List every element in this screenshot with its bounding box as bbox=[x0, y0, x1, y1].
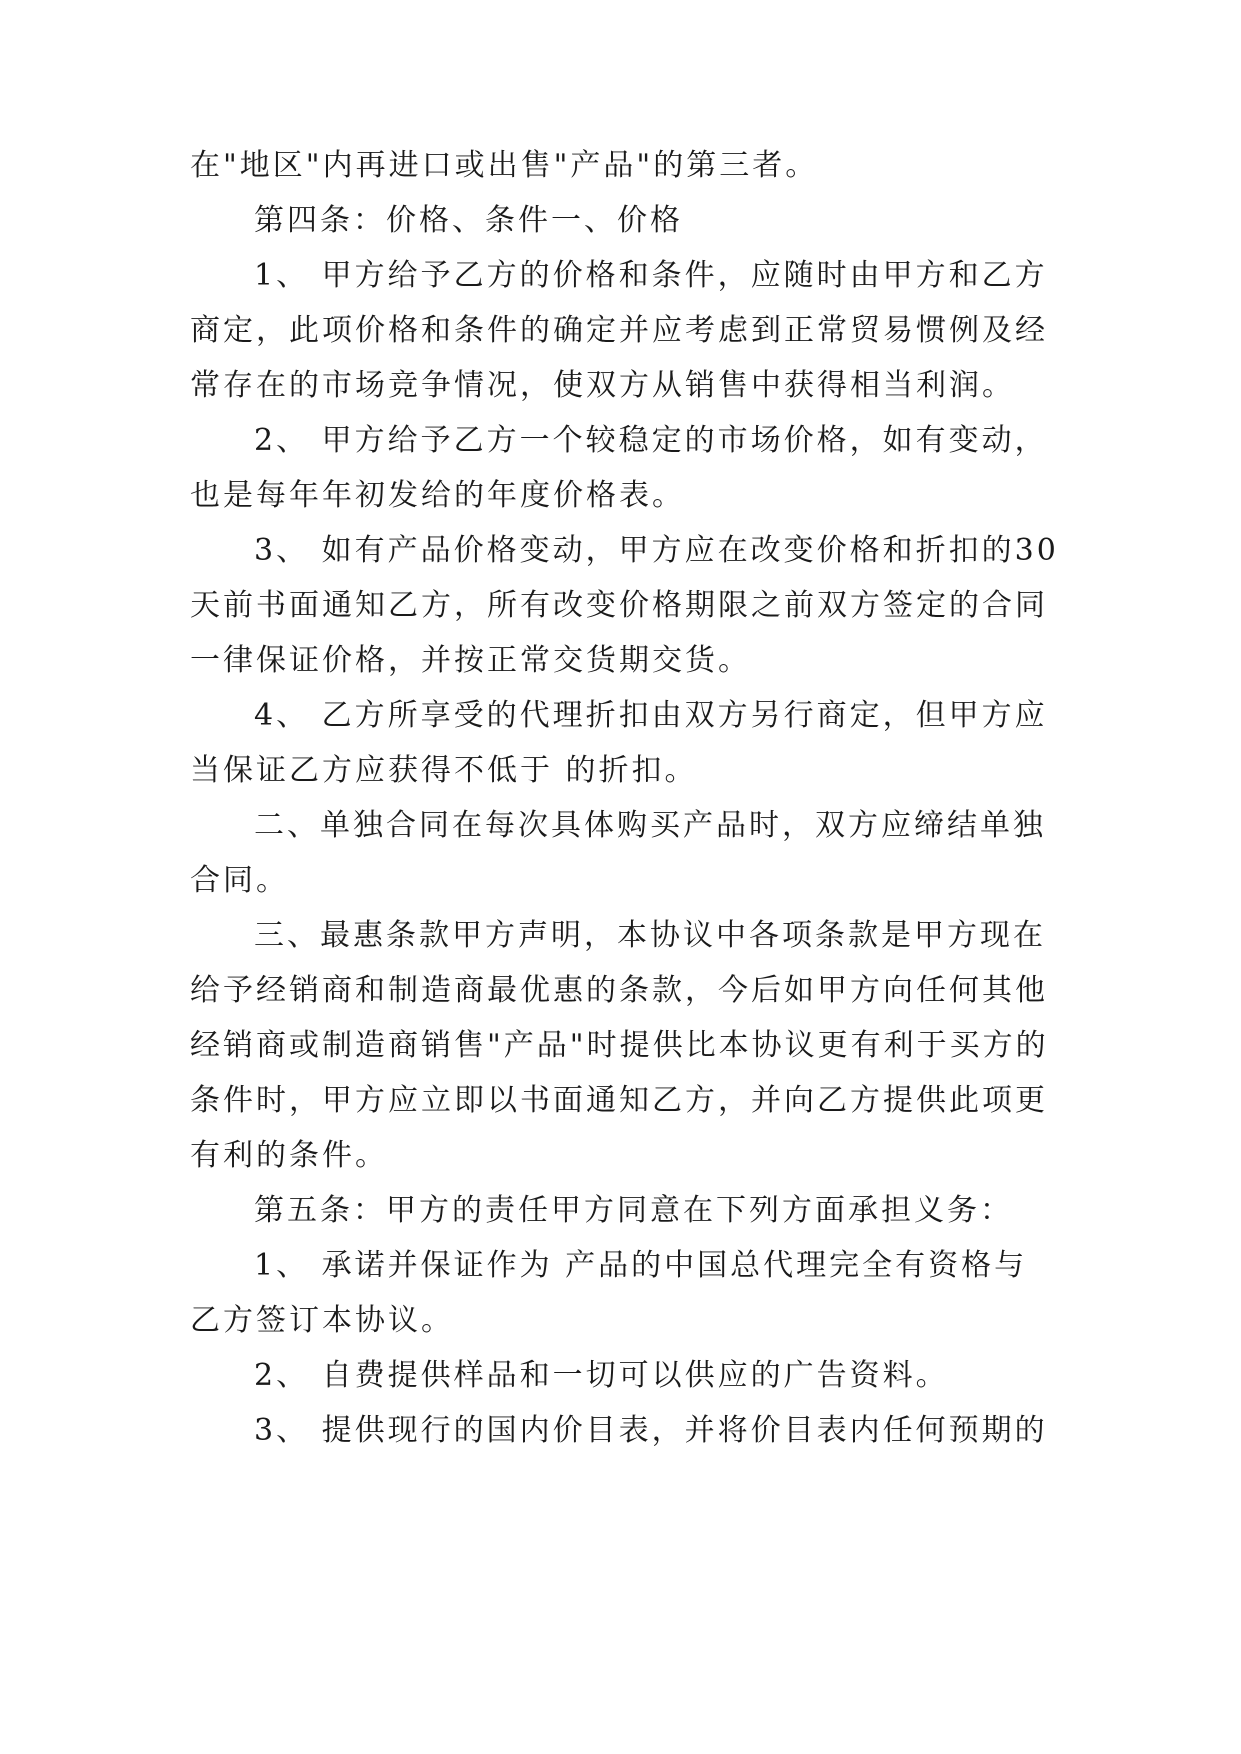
text-line: 经销商或制造商销售"产品"时提供比本协议更有利于买方的 bbox=[190, 1028, 1049, 1063]
text-line: 4、 乙方所享受的代理折扣由双方另行商定，但甲方应 bbox=[254, 698, 1048, 733]
text-line: 在"地区"内再进口或出售"产品"的第三者。 bbox=[190, 148, 819, 183]
text-line: 1、 承诺并保证作为 产品的中国总代理完全有资格与 bbox=[254, 1248, 1028, 1283]
text-line: 三、最惠条款甲方声明，本协议中各项条款是甲方现在 bbox=[254, 918, 1046, 953]
text-line: 常存在的市场竞争情况，使双方从销售中获得相当利润。 bbox=[190, 368, 1015, 403]
text-line: 一律保证价格，并按正常交货期交货。 bbox=[190, 643, 751, 678]
text-line: 合同。 bbox=[190, 863, 289, 898]
article-heading: 第五条：甲方的责任甲方同意在下列方面承担义务： bbox=[254, 1193, 1013, 1228]
article-heading: 第四条：价格、条件一、价格 bbox=[254, 203, 683, 238]
text-line: 有利的条件。 bbox=[190, 1138, 388, 1173]
text-line: 条件时，甲方应立即以书面通知乙方，并向乙方提供此项更 bbox=[190, 1083, 1048, 1118]
text-line: 给予经销商和制造商最优惠的条款，今后如甲方向任何其他 bbox=[190, 973, 1048, 1008]
text-line: 天前书面通知乙方，所有改变价格期限之前双方签定的合同 bbox=[190, 588, 1048, 623]
text-line: 1、 甲方给予乙方的价格和条件，应随时由甲方和乙方 bbox=[254, 258, 1048, 293]
text-line: 3、 如有产品价格变动，甲方应在改变价格和折扣的30 bbox=[254, 533, 1059, 568]
text-line: 2、 甲方给予乙方一个较稳定的市场价格，如有变动， bbox=[254, 423, 1048, 458]
text-line: 也是每年年初发给的年度价格表。 bbox=[190, 478, 685, 513]
text-line: 乙方签订本协议。 bbox=[190, 1303, 454, 1338]
text-line: 商定，此项价格和条件的确定并应考虑到正常贸易惯例及经 bbox=[190, 313, 1048, 348]
text-line: 二、单独合同在每次具体购买产品时，双方应缔结单独 bbox=[254, 808, 1046, 843]
text-line: 2、 自费提供样品和一切可以供应的广告资料。 bbox=[254, 1358, 949, 1393]
text-line: 当保证乙方应获得不低于 的折扣。 bbox=[190, 753, 698, 788]
text-line: 3、 提供现行的国内价目表，并将价目表内任何预期的 bbox=[254, 1413, 1048, 1448]
